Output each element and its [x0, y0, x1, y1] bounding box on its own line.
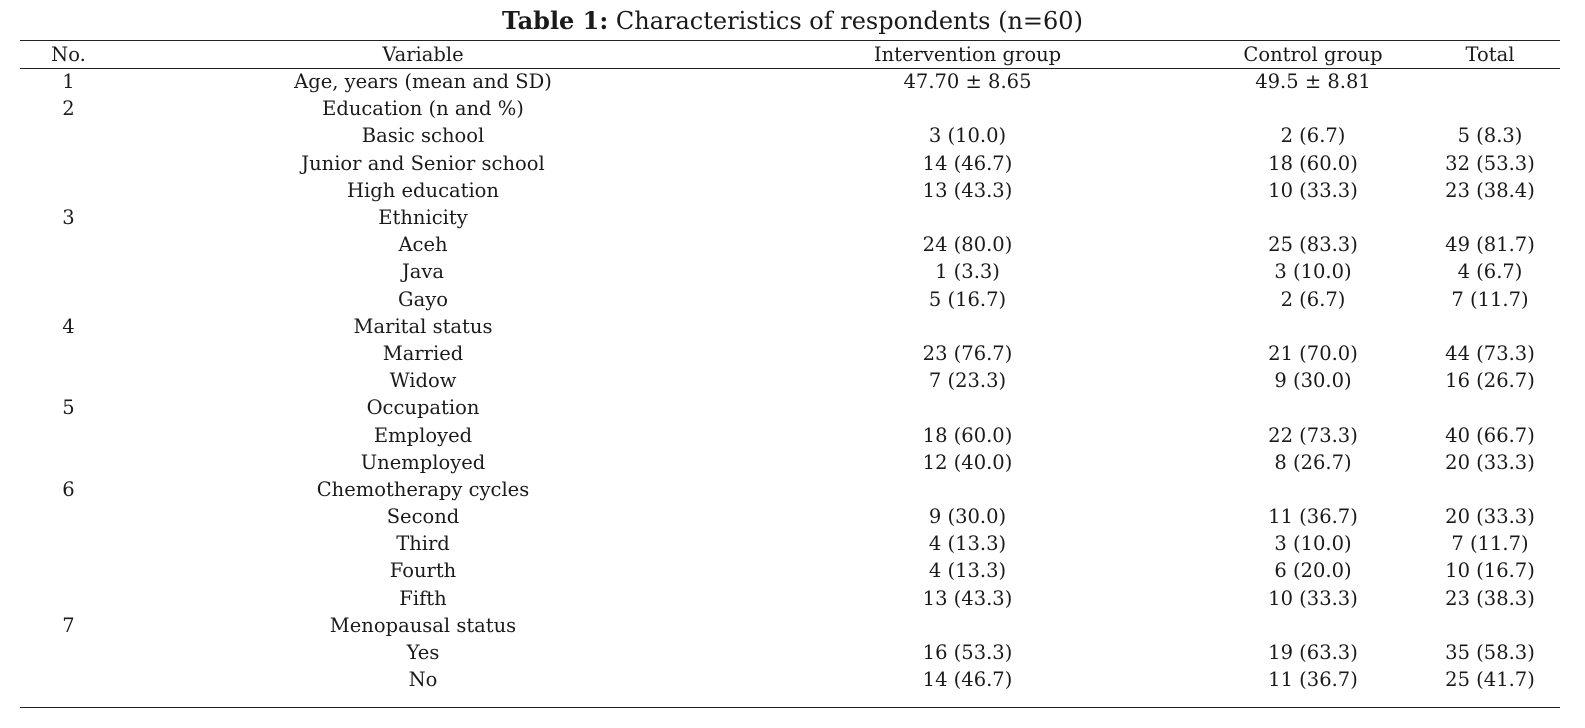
table-row [20, 530, 1560, 557]
table-row [20, 476, 1560, 503]
cell-total: 44 (73.3) [1445, 341, 1535, 365]
cell-variable: Employed [373, 423, 473, 447]
cell-variable: Ethnicity [378, 206, 468, 230]
cell-intervention [729, 313, 1206, 340]
cell-no [20, 150, 117, 177]
table-row [20, 68, 1560, 95]
cell-total [1420, 476, 1560, 503]
cell-variable: Education (n and %) [322, 97, 524, 121]
table-row [20, 639, 1560, 666]
cell-variable: Widow [389, 369, 457, 393]
cell-control: 49.5 ± 8.81 [1255, 70, 1371, 94]
cell-variable: Unemployed [360, 450, 486, 474]
table-row [20, 557, 1560, 584]
cell-control: 10 (33.3) [1268, 178, 1358, 202]
cell-total: 23 (38.3) [1445, 586, 1535, 610]
cell-control: 2 (6.7) [1280, 287, 1346, 311]
cell-intervention: 4 (13.3) [928, 559, 1007, 583]
cell-total [1420, 313, 1560, 340]
cell-control [1206, 204, 1420, 231]
cell-variable: Occupation [366, 396, 480, 420]
table-row [20, 177, 1560, 204]
table-row [20, 286, 1560, 313]
cell-intervention [729, 394, 1206, 421]
cell-variable: Yes [406, 641, 440, 665]
cell-total: 32 (53.3) [1445, 151, 1535, 175]
cell-no [20, 585, 117, 612]
cell-variable: Third [396, 532, 450, 556]
cell-variable: Aceh [398, 233, 448, 257]
cell-no: 1 [62, 70, 75, 94]
cell-no: 5 [62, 396, 75, 420]
cell-intervention [729, 476, 1206, 503]
cell-intervention: 9 (30.0) [928, 505, 1007, 529]
cell-no: 2 [62, 97, 75, 121]
table-body [20, 68, 1560, 693]
cell-total: 23 (38.4) [1445, 178, 1535, 202]
cell-control: 6 (20.0) [1274, 559, 1352, 583]
table-row [20, 666, 1560, 693]
cell-control: 19 (63.3) [1268, 641, 1358, 665]
table-row [20, 503, 1560, 530]
header-control-group: Control group [1243, 43, 1383, 66]
cell-variable: Second [386, 505, 460, 529]
cell-total: 35 (58.3) [1445, 641, 1535, 665]
cell-intervention: 16 (53.3) [922, 641, 1013, 665]
cell-variable: Married [382, 341, 464, 365]
cell-intervention: 12 (40.0) [922, 450, 1013, 474]
cell-control: 11 (36.7) [1268, 505, 1358, 529]
cell-intervention [729, 95, 1206, 122]
cell-total: 7 (11.7) [1451, 287, 1529, 311]
cell-variable: Menopausal status [329, 613, 517, 637]
header-variable: Variable [382, 43, 464, 66]
header-intervention-group: Intervention group [873, 43, 1062, 66]
cell-intervention: 24 (80.0) [922, 233, 1013, 257]
cell-control: 18 (60.0) [1268, 151, 1358, 175]
cell-control: 21 (70.0) [1268, 341, 1358, 365]
cell-variable: Marital status [353, 314, 493, 338]
cell-no [20, 340, 117, 367]
cell-total: 20 (33.3) [1445, 450, 1535, 474]
cell-control [1206, 95, 1420, 122]
cell-total [1420, 612, 1560, 639]
cell-no [20, 122, 117, 149]
cell-no: 4 [62, 314, 75, 338]
cell-no [20, 503, 117, 530]
cell-intervention: 3 (10.0) [928, 124, 1007, 148]
cell-intervention: 18 (60.0) [922, 423, 1013, 447]
cell-no [20, 177, 117, 204]
header-no: No. [51, 43, 86, 66]
cell-total: 40 (66.7) [1445, 423, 1535, 447]
table-row [20, 231, 1560, 258]
header-row [20, 41, 1560, 68]
caption-label: Table 1: [502, 6, 609, 35]
cell-total: 25 (41.7) [1445, 668, 1535, 692]
cell-no: 3 [62, 206, 75, 230]
cell-variable: Chemotherapy cycles [316, 477, 530, 501]
table-caption [0, 6, 1585, 36]
cell-total: 10 (16.7) [1445, 559, 1535, 583]
cell-control: 11 (36.7) [1268, 668, 1358, 692]
cell-intervention: 14 (46.7) [922, 151, 1013, 175]
cell-intervention: 47.70 ± 8.65 [903, 70, 1032, 94]
cell-intervention [729, 612, 1206, 639]
table-row [20, 449, 1560, 476]
table-row [20, 258, 1560, 285]
cell-total: 7 (11.7) [1451, 532, 1529, 556]
cell-no [20, 666, 117, 693]
cell-variable: No [408, 668, 438, 692]
cell-total [1420, 394, 1560, 421]
cell-total: 16 (26.7) [1445, 369, 1535, 393]
cell-intervention [729, 204, 1206, 231]
table-bottom-rule [20, 707, 1560, 708]
cell-total [1420, 68, 1560, 95]
cell-intervention: 1 (3.3) [935, 260, 1000, 284]
cell-no [20, 530, 117, 557]
cell-control: 9 (30.0) [1274, 369, 1352, 393]
cell-intervention: 13 (43.3) [922, 178, 1013, 202]
table-row [20, 313, 1560, 340]
caption-text: Characteristics of respondents (n=60) [615, 7, 1083, 35]
cell-intervention: 13 (43.3) [922, 586, 1013, 610]
cell-control [1206, 313, 1420, 340]
table-row [20, 150, 1560, 177]
cell-control [1206, 476, 1420, 503]
cell-total: 20 (33.3) [1445, 505, 1535, 529]
cell-variable: Age, years (mean and SD) [294, 70, 552, 94]
cell-variable: High education [347, 178, 499, 202]
cell-intervention: 14 (46.7) [922, 668, 1013, 692]
table-row [20, 95, 1560, 122]
characteristics-table [20, 41, 1560, 693]
header-total: Total [1465, 43, 1515, 66]
cell-no [20, 231, 117, 258]
table-header [20, 41, 1560, 68]
cell-intervention: 5 (16.7) [928, 287, 1007, 311]
table-row [20, 122, 1560, 149]
cell-control [1206, 394, 1420, 421]
cell-variable: Basic school [361, 124, 485, 148]
cell-variable: Fourth [389, 559, 457, 583]
cell-total: 4 (6.7) [1457, 260, 1523, 284]
table-row [20, 340, 1560, 367]
table-row [20, 367, 1560, 394]
cell-no [20, 639, 117, 666]
cell-no [20, 449, 117, 476]
table-row [20, 612, 1560, 639]
cell-intervention: 7 (23.3) [928, 369, 1007, 393]
cell-control: 22 (73.3) [1268, 423, 1358, 447]
cell-control: 8 (26.7) [1274, 450, 1352, 474]
cell-control: 3 (10.0) [1274, 260, 1352, 284]
table-row [20, 204, 1560, 231]
cell-no [20, 421, 117, 448]
table-row [20, 394, 1560, 421]
cell-no: 6 [62, 477, 75, 501]
cell-control [1206, 612, 1420, 639]
cell-total: 49 (81.7) [1445, 233, 1535, 257]
cell-total [1420, 95, 1560, 122]
cell-no [20, 557, 117, 584]
cell-no [20, 367, 117, 394]
table-row [20, 421, 1560, 448]
cell-intervention: 23 (76.7) [922, 341, 1013, 365]
cell-no [20, 286, 117, 313]
cell-total: 5 (8.3) [1457, 124, 1523, 148]
cell-control: 25 (83.3) [1268, 233, 1358, 257]
cell-control: 10 (33.3) [1268, 586, 1358, 610]
cell-no [20, 258, 117, 285]
cell-variable: Junior and Senior school [301, 151, 545, 175]
cell-control: 3 (10.0) [1274, 532, 1352, 556]
cell-control: 2 (6.7) [1280, 124, 1346, 148]
cell-total [1420, 204, 1560, 231]
cell-variable: Gayo [398, 287, 448, 311]
cell-variable: Fifth [399, 586, 447, 610]
table-row [20, 585, 1560, 612]
cell-intervention: 4 (13.3) [928, 532, 1007, 556]
cell-variable: Java [401, 260, 445, 284]
cell-no: 7 [62, 613, 75, 637]
